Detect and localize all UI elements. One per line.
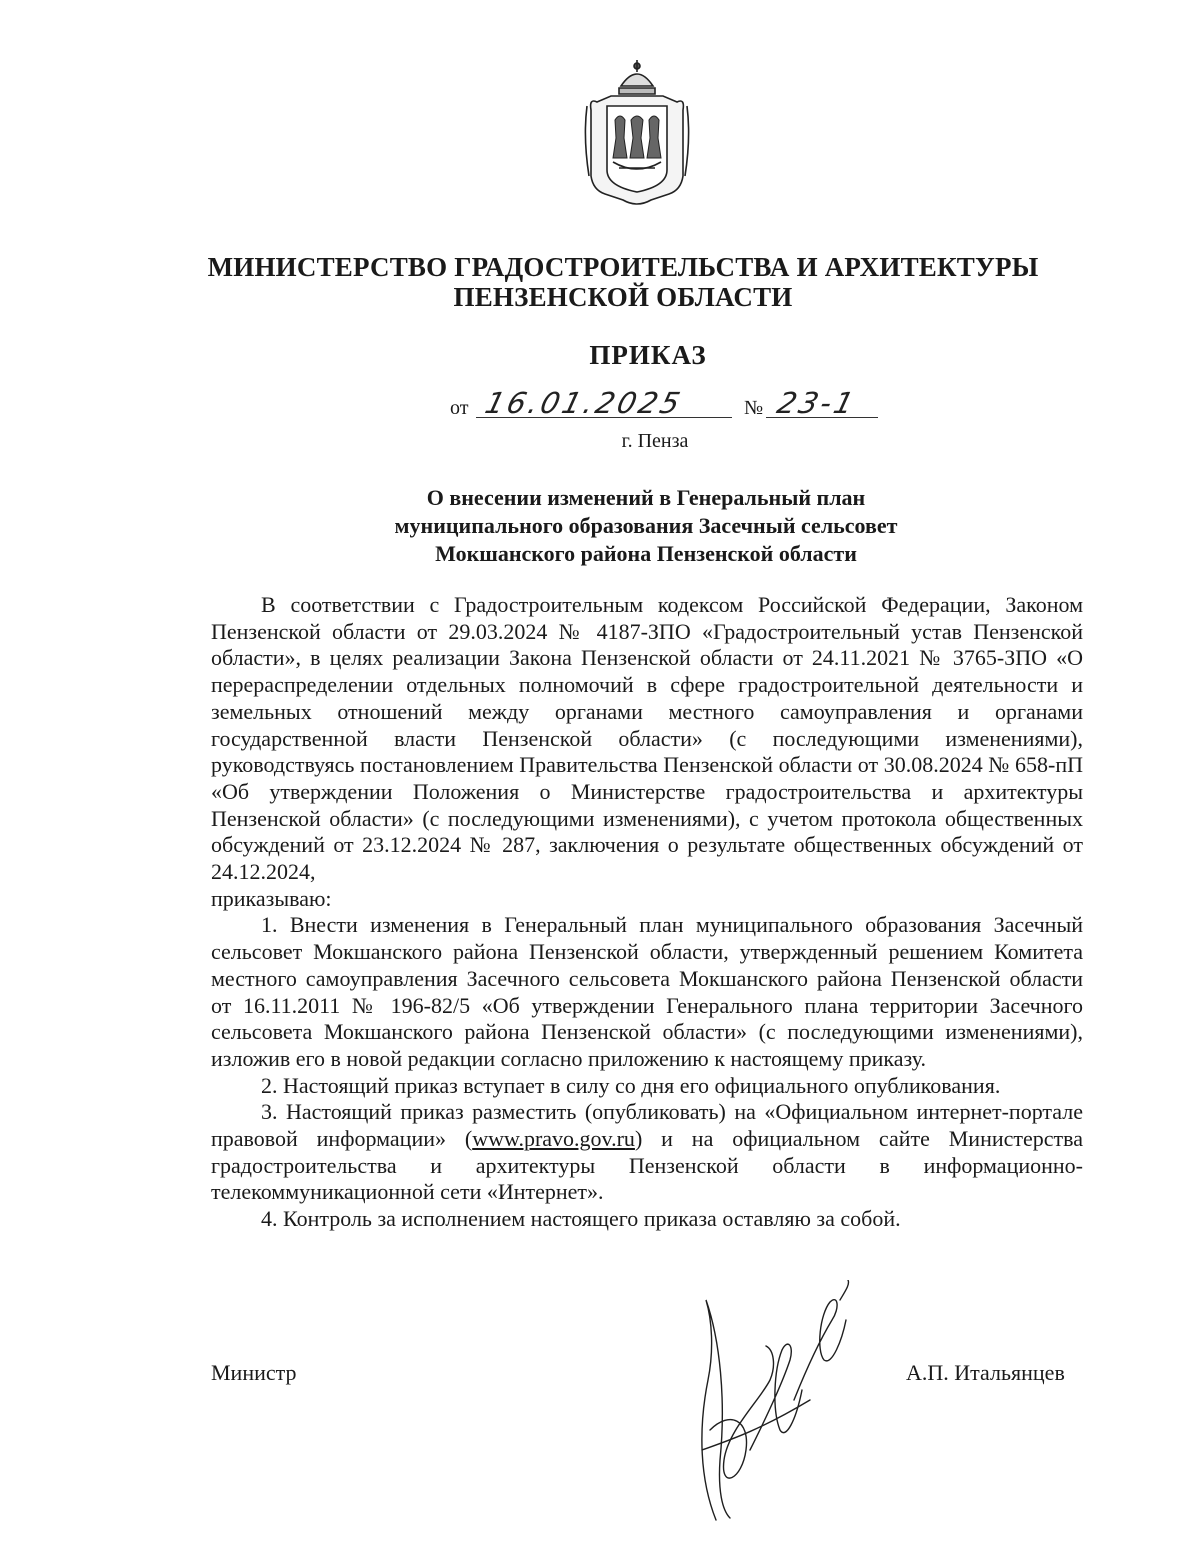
order-word: приказываю: bbox=[211, 885, 332, 911]
item-1: 1. Внести изменения в Генеральный план муниципального образования Засечный сельсовет Мокшанского района Пензенской области, утвержденный решением Комитета местного самоуправления Засечного сельсовета Мокшанского района Пензенской области от 16.11.2011 № 196-82/5 «Об утверждении Генерального плана территории Засечного сельсовета Мокшанского района Пензенской области» (с последующими изменениями), изложив его в новой редакции согласно приложению к настоящему приказу. bbox=[211, 912, 1083, 1071]
signatory-name: А.П. Итальянцев bbox=[906, 1360, 1065, 1385]
city bbox=[0, 430, 1200, 453]
preamble-paragraph: В соответствии с Градостроительным кодексом Российской Федерации, Законом Пензенской области от 29.03.2024 № 4187-ЗПО «Градостроительный устав Пензенской области», в целях реализации Закона Пензенской области от 24.11.2021 № 3765-ЗПО «О перераспределении отдельных полномочий в сфере градостроительной деятельности и земельных отношений между органами местного самоуправления и органами государственной власти Пензенской области» (с последующими изменениями), руководствуясь постановлением Правительства Пензенской области от 30.08.2024 № 658-пП «Об утверждении Положения о Министерстве градостроительства и архитектуры Пензенской области» (с последующими изменениями), с учетом протокола общественных обсуждений от 23.12.2024 № 287, заключения о результате общественных обсуждений от 24.12.2024, bbox=[211, 592, 1083, 885]
ministry-name-line1: МИНИСТЕРСТВО ГРАДОСТРОИТЕЛЬСТВА И АРХИТЕКТУРЫ bbox=[207, 252, 1039, 282]
city-label: г. Пенза bbox=[621, 430, 689, 452]
item-4: 4. Контроль за исполнением настоящего приказа оставляю за собой. bbox=[261, 1206, 901, 1232]
ministry-name bbox=[0, 252, 1200, 312]
item-2: 2. Настоящий приказ вступает в силу со дня его официального опубликования. bbox=[261, 1072, 1001, 1098]
date-number-line bbox=[450, 386, 890, 422]
ministry-name-line2: ПЕНЗЕНСКОЙ ОБЛАСТИ bbox=[453, 282, 793, 312]
signatory-title: Министр bbox=[211, 1360, 297, 1385]
document-type-label: ПРИКАЗ bbox=[589, 340, 707, 370]
subject-line3: Мокшанского района Пензенской области bbox=[435, 541, 857, 566]
subject-line2: муниципального образования Засечный сельсовет bbox=[394, 513, 898, 538]
number-handwritten: 23-1 bbox=[773, 386, 861, 420]
pravo-gov-link[interactable]: www.pravo.gov.ru bbox=[472, 1126, 635, 1152]
item-3 bbox=[211, 1099, 1083, 1206]
coat-of-arms-icon bbox=[583, 58, 691, 208]
handwritten-signature bbox=[690, 1280, 860, 1530]
number-label: № bbox=[744, 397, 764, 419]
document-subject bbox=[212, 484, 1080, 568]
item-3-text-after: ) и на официальном сайте Министерства градостроительства и архитектуры Пензенской области в информационно-телекоммуникационной сети «Интернет». bbox=[211, 1126, 1083, 1205]
date-handwritten: 16.01.2025 bbox=[481, 386, 687, 420]
document-body bbox=[211, 592, 1083, 1233]
subject-line1: О внесении изменений в Генеральный план bbox=[426, 485, 866, 510]
date-label: от bbox=[450, 397, 469, 419]
document-type bbox=[0, 340, 1200, 371]
item-3-text-before: 3. Настоящий приказ разместить (опубликовать) на «Официальном интернет-портале правовой информации» ( bbox=[211, 1099, 1083, 1152]
